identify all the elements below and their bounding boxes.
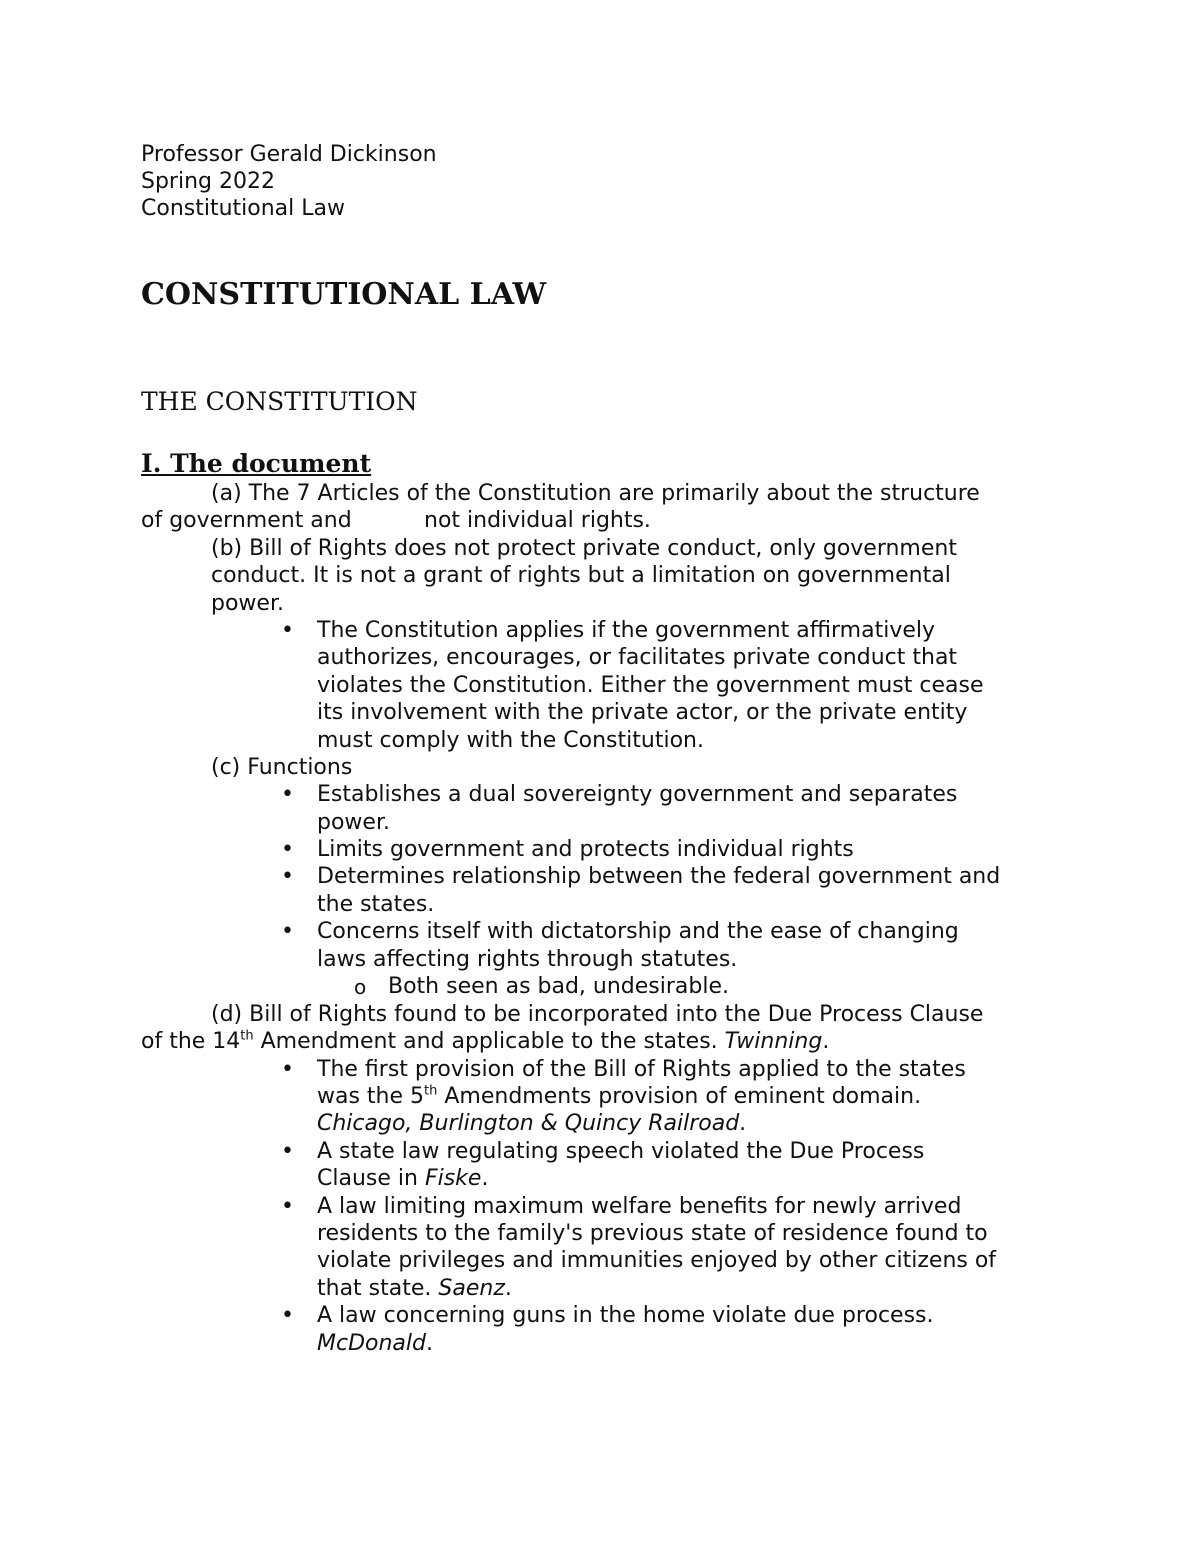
- bullet-d2-line2-pre: Clause in: [317, 1166, 425, 1191]
- period: .: [504, 1276, 512, 1301]
- para-b-line2: conduct. It is not a grant of rights but a limitation on governmental: [211, 563, 951, 588]
- para-d-line2-sup: th: [240, 1028, 254, 1044]
- bullet-c2: •: [281, 837, 294, 862]
- bullet-d3: •: [281, 1194, 294, 1219]
- para-a-line2-part2: not individual rights.: [424, 508, 651, 533]
- para-d-line2-post: Amendment and applicable to the states.: [253, 1029, 725, 1054]
- bullet-b1-line4: its involvement with the private actor, or the private entity: [317, 700, 968, 725]
- bullet-b1-line3: violates the Constitution. Either the government must cease: [317, 673, 984, 698]
- bullet-c4-line1: Concerns itself with dictatorship and the ease of changing: [317, 919, 959, 944]
- case-twinning: Twinning: [724, 1029, 823, 1054]
- bullet-d4: •: [281, 1303, 294, 1328]
- bullet-d1: •: [281, 1057, 294, 1082]
- bullet-d3-line3: violate privileges and immunities enjoyed by other citizens of: [317, 1248, 997, 1273]
- bullet-c1-line2: power.: [317, 810, 390, 835]
- period: .: [822, 1029, 830, 1054]
- para-a-line1: (a) The 7 Articles of the Constitution are primarily about the structure: [211, 481, 980, 506]
- bullet-d1-line2-post: Amendments provision of eminent domain.: [437, 1084, 922, 1109]
- bullet-c4-line2: laws affecting rights through statutes.: [317, 947, 738, 972]
- bullet-d1-line3: [317, 1110, 746, 1138]
- bullet-b1-line5: must comply with the Constitution.: [317, 728, 704, 753]
- bullet-d1-line2-sup: th: [424, 1083, 438, 1099]
- bullet-d3-line4-pre: that state.: [317, 1276, 439, 1301]
- course-line: Constitutional Law: [141, 196, 345, 221]
- period: .: [481, 1166, 489, 1191]
- sub-bullet-c4-text: Both seen as bad, undesirable.: [388, 974, 730, 999]
- bullet-b1: •: [281, 618, 294, 643]
- para-d-line2-pre: of the 14: [141, 1029, 241, 1054]
- bullet-d1-line2: [317, 1083, 921, 1111]
- sub-bullet-c4: o: [354, 975, 367, 999]
- para-d-line2: [141, 1028, 829, 1056]
- bullet-d3-line1: A law limiting maximum welfare benefits for newly arrived: [317, 1194, 962, 1219]
- bullet-d1-line2-pre: was the 5: [317, 1084, 425, 1109]
- case-mcdonald: McDonald: [317, 1331, 426, 1356]
- para-a-line2-part1: of government and: [141, 508, 352, 533]
- bullet-c1: •: [281, 782, 294, 807]
- author-line: Professor Gerald Dickinson: [141, 142, 437, 167]
- case-saenz: Saenz: [438, 1276, 505, 1301]
- para-d-line1: (d) Bill of Rights found to be incorporated into the Due Process Clause: [211, 1002, 984, 1027]
- bullet-d2: •: [281, 1139, 294, 1164]
- bullet-b1-line1: The Constitution applies if the government affirmatively: [317, 618, 936, 643]
- bullet-c3: •: [281, 864, 294, 889]
- bullet-d2-line1: A state law regulating speech violated the Due Process: [317, 1139, 925, 1164]
- bullet-c3-line1: Determines relationship between the federal government and: [317, 864, 1001, 889]
- bullet-c1-line1: Establishes a dual sovereignty government and separates: [317, 782, 958, 807]
- para-c-heading: (c) Functions: [211, 755, 353, 780]
- bullet-d2-line2: [317, 1165, 488, 1193]
- bullet-c3-line2: the states.: [317, 892, 435, 917]
- section-heading: I. The document: [141, 449, 372, 478]
- case-chicago: Chicago, Burlington & Quincy Railroad: [317, 1111, 740, 1136]
- bullet-b1-line2: authorizes, encourages, or facilitates private conduct that: [317, 645, 958, 670]
- document-title: CONSTITUTIONAL LAW: [141, 277, 547, 312]
- case-fiske: Fiske: [424, 1166, 482, 1191]
- period: .: [425, 1331, 433, 1356]
- bullet-d3-line4: [317, 1275, 512, 1303]
- period: .: [739, 1111, 747, 1136]
- bullet-c2-line1: Limits government and protects individual rights: [317, 837, 854, 862]
- bullet-d1-line1: The first provision of the Bill of Rights applied to the states: [317, 1057, 966, 1082]
- bullet-d3-line2: residents to the family's previous state of residence found to: [317, 1221, 988, 1246]
- bullet-c4: •: [281, 919, 294, 944]
- bullet-d4-line2: [317, 1330, 433, 1358]
- para-b-line1: (b) Bill of Rights does not protect private conduct, only government: [211, 536, 957, 561]
- document-subtitle: THE CONSTITUTION: [141, 387, 418, 416]
- para-b-line3: power.: [211, 591, 284, 616]
- term-line: Spring 2022: [141, 169, 275, 194]
- bullet-d4-line1: A law concerning guns in the home violate due process.: [317, 1303, 934, 1328]
